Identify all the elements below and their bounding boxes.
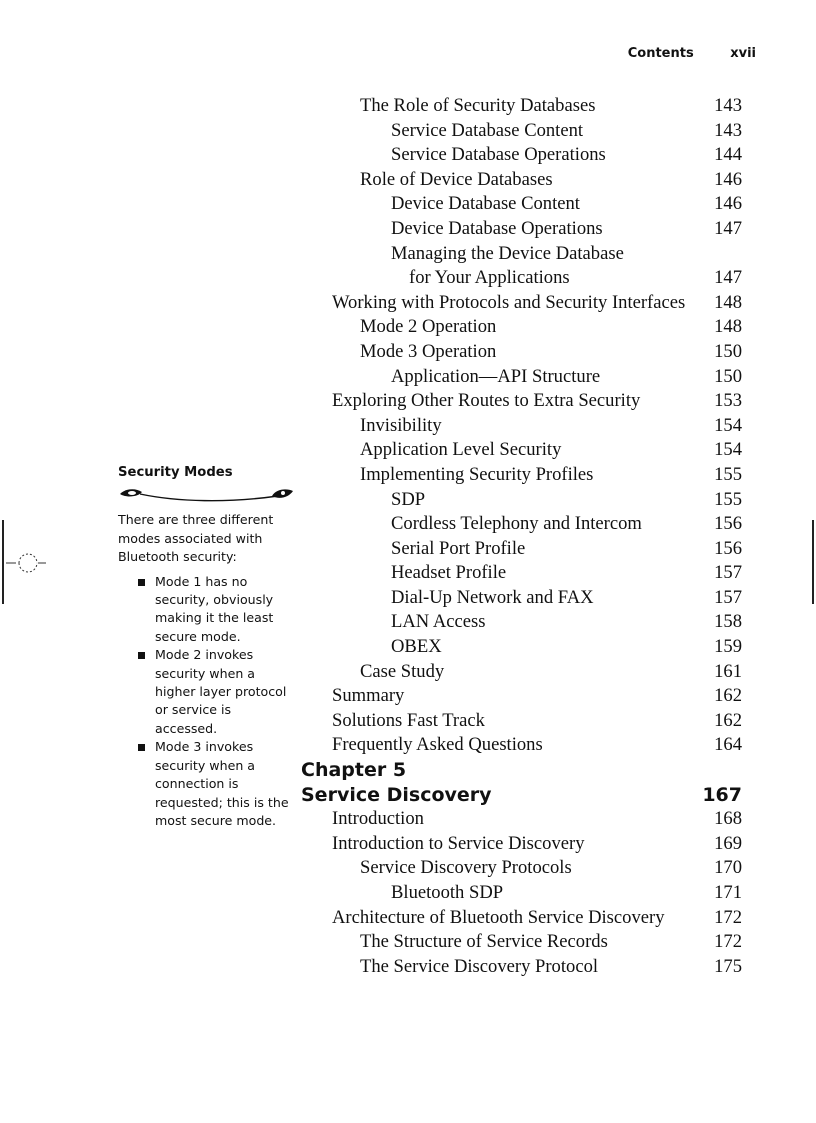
toc-entry-page: 172	[714, 906, 742, 928]
toc-entry[interactable]	[0, 291, 816, 316]
toc-entry-title: Service Database Operations	[391, 144, 606, 166]
toc-entry-title: Working with Protocols and Security Interfaces	[332, 291, 686, 313]
toc-entry-page: 155	[714, 488, 742, 510]
toc-entry-page: 158	[714, 611, 742, 633]
toc-entry-page: 157	[714, 562, 742, 584]
toc-entry-title: Device Database Content	[391, 193, 580, 215]
toc-entry-title: Bluetooth SDP	[391, 882, 504, 903]
toc-entry-title: Mode 2 Operation	[360, 316, 497, 338]
toc-entry[interactable]	[0, 610, 816, 635]
toc-entry-page: 143	[714, 95, 742, 116]
sidebar-bullet-text: Mode 1 has no security, obviously making it the least secure mode.	[155, 573, 274, 644]
toc-entry[interactable]	[0, 94, 816, 119]
toc-entry[interactable]	[0, 315, 816, 340]
toc-entry-title: Architecture of Bluetooth Service Discovery	[332, 906, 665, 928]
running-header	[628, 46, 756, 61]
toc-entry-title: Solutions Fast Track	[332, 709, 485, 731]
toc-entry-page: 159	[714, 636, 742, 658]
toc-entry[interactable]	[0, 684, 816, 709]
toc-entry-title: Implementing Security Profiles	[360, 463, 594, 485]
toc-entry-title: Cordless Telephony and Intercom	[391, 513, 642, 535]
toc-entry[interactable]	[0, 365, 816, 390]
sidebar-bullet-text: Mode 3 invokes security when a connection is requested; this is the most secure mode.	[155, 739, 289, 828]
toc-entry[interactable]	[0, 832, 816, 857]
toc-entry-page: 157	[714, 586, 742, 608]
toc-entry[interactable]	[0, 807, 816, 832]
toc-entry-page: 156	[714, 537, 742, 559]
toc-entry[interactable]	[0, 561, 816, 586]
toc-entry-page: 150	[714, 340, 742, 362]
toc-entry-page: 148	[714, 291, 742, 313]
toc-entry[interactable]	[0, 438, 816, 463]
toc-entry-title: Case Study	[360, 660, 445, 682]
toc-entry[interactable]	[0, 119, 816, 144]
toc-entry-page: 169	[714, 832, 742, 854]
toc-entry[interactable]	[0, 856, 816, 881]
chapter-label: Chapter 5	[301, 759, 407, 782]
toc-entry-title: Frequently Asked Questions	[332, 734, 543, 756]
toc-entry-title: The Role of Security Databases	[360, 95, 596, 116]
toc-entry[interactable]	[0, 266, 816, 291]
toc-entry[interactable]	[0, 881, 816, 906]
toc-entry[interactable]	[0, 389, 816, 414]
toc-entry-page: 155	[714, 463, 742, 485]
table-of-contents	[0, 94, 816, 979]
toc-entry-title: Mode 3 Operation	[360, 340, 497, 362]
header-section-title: Contents	[627, 46, 694, 61]
toc-entry-title: Application—API Structure	[391, 365, 601, 387]
toc-entry[interactable]	[0, 217, 816, 242]
toc-entry-page: 162	[714, 709, 742, 731]
toc-entry[interactable]	[0, 635, 816, 660]
toc-entry-title: The Service Discovery Protocol	[360, 955, 599, 977]
toc-entry-title: Service Database Content	[391, 119, 584, 141]
toc-entry-title: LAN Access	[391, 611, 486, 633]
toc-entry[interactable]	[0, 709, 816, 734]
toc-entry-page: 150	[714, 365, 742, 387]
toc-entry-title: Summary	[332, 685, 405, 707]
sidebar-intro: There are three different modes associated with Bluetooth security:	[118, 512, 274, 565]
toc-entry-title: The Structure of Service Records	[360, 931, 608, 953]
toc-entry-page: 146	[714, 193, 742, 215]
toc-entry-title: Exploring Other Routes to Extra Security	[332, 390, 641, 412]
toc-entry[interactable]	[0, 906, 816, 931]
toc-entry[interactable]	[0, 168, 816, 193]
toc-entry-title: Managing the Device Database	[391, 242, 624, 264]
toc-entry-page: 154	[714, 439, 742, 461]
toc-entry[interactable]	[0, 143, 816, 168]
toc-entry-page: 148	[714, 316, 742, 338]
toc-entry[interactable]	[0, 463, 816, 488]
chapter-heading[interactable]	[0, 783, 816, 808]
toc-entry-title: Role of Device Databases	[360, 168, 553, 190]
toc-entry-page: 156	[714, 513, 742, 535]
toc-entry-page: 153	[714, 390, 742, 412]
toc-entry-page: 171	[714, 882, 742, 903]
toc-entry-title: Introduction	[332, 808, 424, 830]
toc-entry-page: 154	[714, 414, 742, 436]
toc-entry[interactable]	[0, 512, 816, 537]
toc-entry-title: Serial Port Profile	[391, 537, 526, 559]
toc-entry[interactable]	[0, 488, 816, 513]
toc-entry[interactable]	[0, 537, 816, 562]
toc-entry[interactable]	[0, 733, 816, 758]
toc-entry-title: Device Database Operations	[391, 217, 603, 239]
sidebar-title: Security Modes	[118, 465, 233, 480]
toc-entry-page: 147	[714, 267, 742, 289]
toc-entry[interactable]	[0, 414, 816, 439]
toc-entry[interactable]	[0, 930, 816, 955]
toc-entry-title: OBEX	[391, 636, 442, 658]
sidebar-bullet-text: Mode 2 invokes security when a higher layer protocol or service is accessed.	[155, 647, 287, 736]
toc-entry-title: for Your Applications	[409, 267, 570, 289]
toc-entry-title: Service Discovery Protocols	[360, 857, 572, 879]
chapter-page: 167	[702, 783, 742, 806]
toc-entry-title: Introduction to Service Discovery	[332, 832, 585, 854]
toc-entry[interactable]	[0, 242, 816, 267]
chapter-title: Service Discovery	[301, 783, 492, 806]
header-page-number: xvii	[730, 46, 756, 61]
toc-entry-page: 143	[714, 119, 742, 141]
toc-entry-title: Dial-Up Network and FAX	[391, 586, 594, 608]
toc-entry-page: 144	[714, 144, 742, 166]
chapter-label-row	[0, 758, 816, 783]
toc-entry[interactable]	[0, 340, 816, 365]
toc-entry-page: 147	[714, 217, 742, 239]
toc-entry-page: 170	[714, 857, 742, 879]
toc-entry-title: Invisibility	[360, 414, 442, 436]
toc-entry[interactable]	[0, 192, 816, 217]
toc-entry-page: 168	[714, 808, 742, 830]
toc-entry-page: 161	[714, 660, 742, 682]
toc-entry[interactable]	[0, 586, 816, 611]
toc-entry[interactable]	[0, 955, 816, 980]
toc-entry-page: 164	[714, 734, 742, 756]
toc-entry-title: Headset Profile	[391, 562, 507, 584]
toc-entry-page: 175	[714, 955, 742, 977]
toc-entry-page: 162	[714, 685, 742, 707]
toc-entry-page: 146	[714, 168, 742, 190]
toc-entry[interactable]	[0, 660, 816, 685]
toc-entry-title: SDP	[391, 488, 426, 510]
toc-entry-title: Application Level Security	[360, 439, 562, 461]
toc-entry-page: 172	[714, 931, 742, 953]
